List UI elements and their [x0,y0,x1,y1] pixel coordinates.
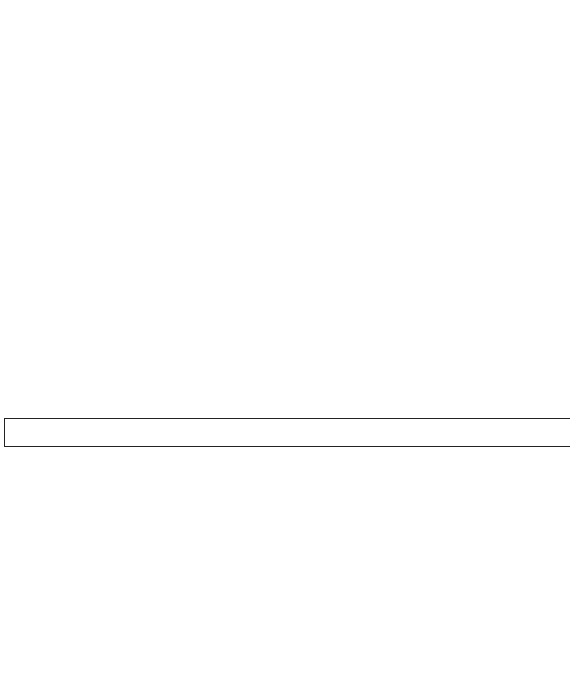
section-title-box [4,418,570,447]
